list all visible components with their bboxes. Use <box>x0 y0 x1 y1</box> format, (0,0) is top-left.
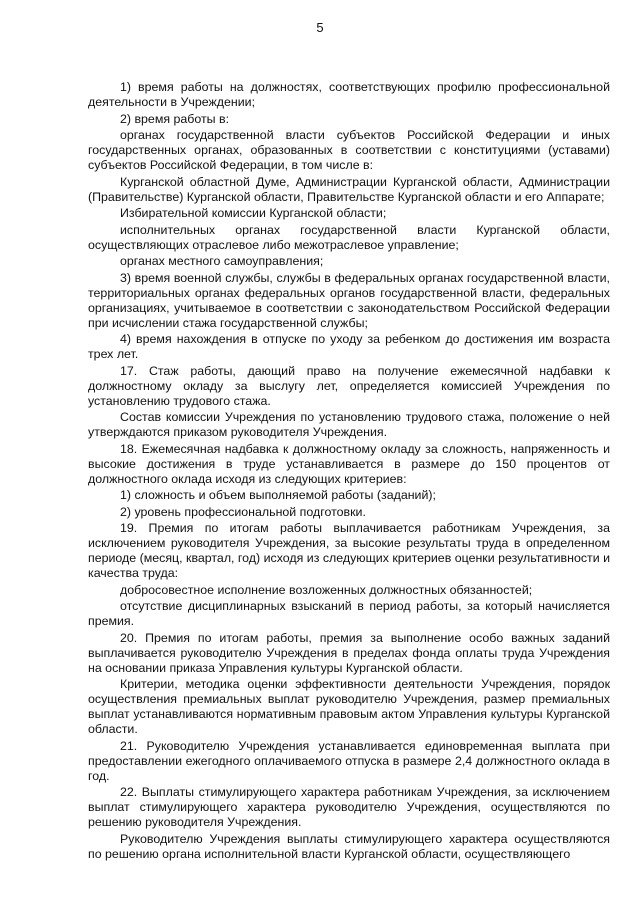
paragraph: 1) время работы на должностях, соответствующих профилю профессиональной деятельности в Учреждении; <box>88 80 610 109</box>
paragraph: отсутствие дисциплинарных взысканий в период работы, за который начисляется премия. <box>88 599 610 628</box>
paragraph: Избирательной комиссии Курганской области; <box>120 206 387 220</box>
paragraph: органах государственной власти субъектов Российской Федерации и иных государственных органах, образованных в соответствии с конституциями (уставами) субъектов Российской Федерации, в том числе в: <box>88 128 610 172</box>
paragraph: исполнительных органах государственной власти Курганской области, осуществляющих отраслевое либо межотраслевое управление; <box>88 222 610 252</box>
page-number: 5 <box>316 20 324 35</box>
paragraph: 3) время военной службы, службы в федеральных органах государственной власти, территориальных органах федеральных органов государственной власти, федеральных организациях, учитываемое в соответствии с законодательством Российской Федерации при исчислении стажа государственной службы; <box>88 270 610 330</box>
paragraph: 17. Стаж работы, дающий право на получение ежемесячной надбавки к должностному окладу за выслугу лет, определяется комиссией Учреждения по установлению трудового стажа. <box>88 363 610 408</box>
document-body <box>88 80 610 863</box>
paragraph: 4) время нахождения в отпуске по уходу за ребенком до достижения им возраста трех лет. <box>88 332 610 361</box>
paragraph: Состав комиссии Учреждения по установлению трудового стажа, положение о ней утверждаются приказом руководителя Учреждения. <box>88 410 610 439</box>
paragraph: 1) сложность и объем выполняемой работы (заданий); <box>120 488 436 502</box>
paragraph: 2) уровень профессиональной подготовки. <box>120 504 366 519</box>
paragraph: добросовестное исполнение возложенных должностных обязанностей; <box>120 582 533 597</box>
paragraph: 18. Ежемесячная надбавка к должностному окладу за сложность, напряженность и высокие достижения в труде устанавливается в размере до 150 процентов от должностного оклада исходя из следующих критериев: <box>88 441 610 486</box>
paragraph: 22. Выплаты стимулирующего характера работникам Учреждения, за исключением выплат стимулирующего характера руководителю Учреждения, осуществляются по решению руководителя Учреждения. <box>88 785 610 829</box>
paragraph: 19. Премия по итогам работы выплачивается работникам Учреждения, за исключением руководителя Учреждения, за высокие результаты труда в определенном периоде (месяц, квартал, год) исходя из следующих критериев оценки результативности и качества труда: <box>88 521 611 580</box>
paragraph: 20. Премия по итогам работы, премия за выполнение особо важных заданий выплачивается руководителю Учреждения в пределах фонда оплаты труда Учреждения на основании приказа Управления культуры Курганской области. <box>88 630 610 675</box>
paragraph: Руководителю Учреждения выплаты стимулирующего характера осуществляются по решению органа исполнительной власти Курганской области, осуществляющего <box>88 831 610 861</box>
paragraph: Курганской областной Думе, Администрации Курганской области, Администрации (Правительстве) Курганской области, Правительстве Курганской области и его Аппарате; <box>88 174 610 204</box>
paragraph: 2) время работы в: <box>120 111 230 126</box>
paragraph: органах местного самоуправления; <box>120 254 324 268</box>
paragraph: Критерии, методика оценки эффективности деятельности Учреждения, порядок осуществления премиальных выплат руководителю Учреждения, размер премиальных выплат устанавливаются нормативным правовым актом Управления культуры Курганской области. <box>88 677 610 736</box>
paragraph: 21. Руководителю Учреждения устанавливается единовременная выплата при предоставлении ежегодного оплачиваемого отпуска в размере 2,4 должностного оклада в год. <box>88 738 610 783</box>
